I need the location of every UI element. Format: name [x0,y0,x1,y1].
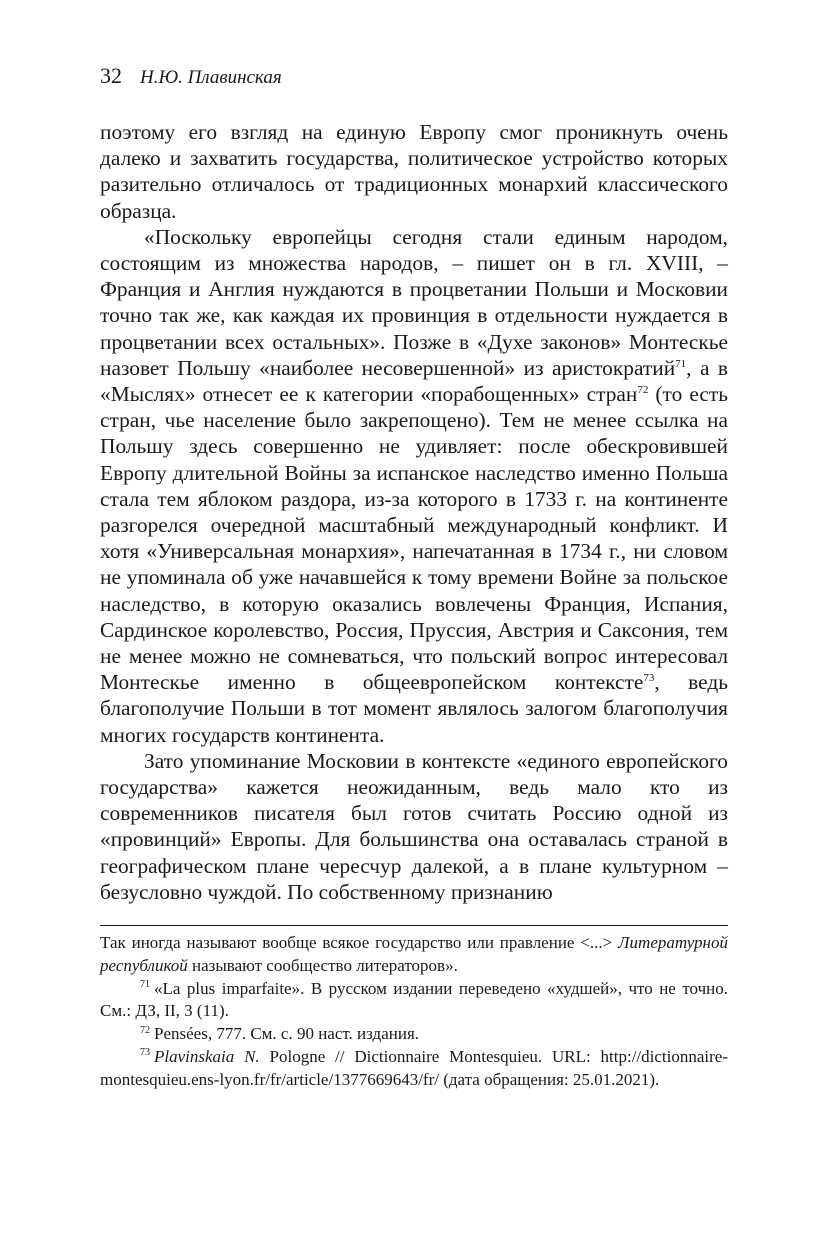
footnote-71-text: «La plus imparfaite». В русском издании переведено «худшей», что не точно. См.: ДЗ, II, 3 (11). [100,978,728,1021]
paragraph-3: Зато упоминание Московии в контексте «единого европейского государства» кажется неожиданным, ведь мало кто из современников писателя был готов считать Россию одной из «провинций» Европы. Для большинства она оставалась страной в географическом плане чересчур далекой, а в плане культурном – безусловно чуждой. По собственному признанию [100,748,728,904]
footnote-ref-73[interactable]: 73 [643,672,655,685]
footnote-72-text: Pensées, 777. См. с. 90 наст. издания. [154,1024,420,1044]
footnote-divider [100,925,728,926]
footnote-ref-71[interactable]: 71 [675,357,687,370]
running-head-author: Н.Ю. Плавинская [140,67,282,88]
footnote-73-number: 73 [140,1047,150,1059]
main-text [100,119,728,905]
paragraph-2-part-1: «Поскольку европейцы сегодня стали единым народом, состоящим из множества народов, – пишет он в гл. XVIII, – Франция и Англия нуждаются в процветании Польши и Московии точно так же, как каждая их провинция в отдельности нуждается в процветании всех остальных». Позже в «Духе законов» Монтескье назовет Польшу «наиболее несовершенной» из аристократий [100,224,728,380]
footnote-continuation [100,932,728,978]
footnote-71 [100,978,728,1024]
footnote-continuation-italic: Литературной республикой [100,933,728,975]
footnote-71-number: 71 [140,979,150,991]
page-number: 32 [100,63,122,88]
footnote-72-number: 72 [140,1024,150,1036]
paragraph-2-part-2: , а в «Мыслях» отнесет ее к категории «порабощенных» стран [100,355,728,407]
footnote-73 [100,1046,728,1092]
footnote-continuation-end: называют сообщество литераторов». [187,955,458,975]
footnote-continuation-text: Так иногда называют вообще всякое государство или правление <...> [100,933,619,953]
footnote-ref-72[interactable]: 72 [637,383,649,396]
footnotes [100,932,728,1092]
paragraph-2 [100,224,728,748]
footnote-73-text[interactable]: Pologne // Dictionnaire Montesquieu. URL: http://dictionnaire-montesquieu.ens-lyon.fr/fr/article/1377669643/fr/ (дата обращения: 25.01.2021). [100,1047,728,1089]
running-header [100,58,728,94]
footnote-72 [100,1023,728,1046]
book-page [100,58,728,1092]
footnote-73-author: Plavinskaia N. [154,1047,260,1067]
paragraph-1: поэтому его взгляд на единую Европу смог проникнуть очень далеко и захватить государства, политическое устройство которых разительно отличалось от традиционных монархий классического образца. [100,120,728,223]
paragraph-2-part-4: , ведь благополучие Польши в тот момент являлось залогом благополучия многих государств континента. [100,670,728,747]
paragraph-2-part-3: (то есть стран, чье население было закрепощено). Тем не менее ссылка на Польшу здесь совершенно не удивляет: после обескровившей Европу длительной Войны за испанское наследство именно Польша стала тем яблоком раздора, из-за которого в 1733 г. на континенте разгорелся очередной масштабный международный конфликт. И хотя «Универсальная монархия», напечатанная в 1734 г., ни словом не упоминала об уже начавшейся к тому времени Войне за польское наследство, в которую оказались вовлечены Франция, Испания, Сардинское королевство, Россия, Пруссия, Австрия и Саксония, тем не менее можно не сомневаться, что польский вопрос интересовал Монтескье именно в общеевропейском контексте [100,382,728,695]
